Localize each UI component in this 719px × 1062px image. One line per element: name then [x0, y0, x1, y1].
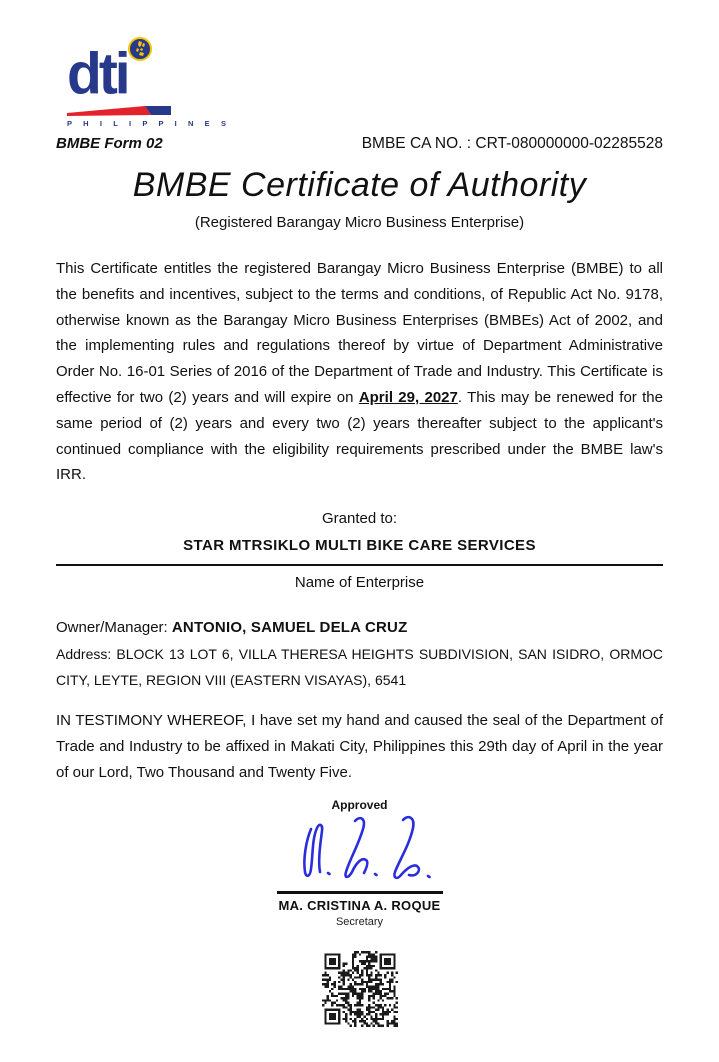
certificate-title: BMBE Certificate of Authority	[132, 166, 587, 204]
signature-area	[56, 813, 663, 889]
logo-swoosh	[67, 106, 171, 116]
enterprise-caption: Name of Enterprise	[294, 574, 425, 592]
enterprise-underline	[56, 564, 663, 566]
signature-scribble	[291, 813, 441, 889]
signatory-name: MA. CRISTINA A. ROQUE	[278, 898, 441, 914]
form-header-row	[56, 135, 663, 153]
owner-manager-label: Owner/Manager:	[56, 619, 172, 637]
approval-block	[56, 798, 663, 928]
philippines-globe-icon	[128, 37, 152, 61]
enterprise-name: STAR MTRSIKLO MULTI BIKE CARE SERVICES	[183, 537, 536, 555]
address-value: BLOCK 13 LOT 6, VILLA THERESA HEIGHTS SUBDIVISION, SAN ISIDRO, ORMOC CITY, LEYTE, REGION VIII (EASTERN VISAYAS), 6541	[56, 646, 664, 688]
dti-logo-wordmark: dti	[67, 41, 128, 107]
dti-logo	[67, 41, 231, 128]
address-label: Address:	[56, 646, 117, 663]
certificate-body-paragraph	[56, 256, 663, 488]
approved-label: Approved	[331, 798, 388, 813]
expiry-date: April 29, 2027	[358, 388, 458, 406]
ca-number: BMBE CA NO. : CRT-080000000-02285528	[361, 135, 663, 152]
form-number: BMBE Form 02	[56, 135, 163, 152]
owner-manager-name: ANTONIO, SAMUEL DELA CRUZ	[171, 619, 408, 637]
granted-to-label: Granted to:	[321, 510, 398, 528]
body-text-before-date: This Certificate entitles the registered Barangay Micro Business Enterprise (BMBE) to all the benefits and incentives, subject to the terms and conditions, of Republic Act No. 9178, otherwise known as the Barangay Micro Business Enterprises (BMBEs) Act of 2002, and the implementing rules and regulations thereof by virtue of Department Administrative Order No. 16-01 Series of 2016 of the Department of Trade and Industry. This Certificate is effective for two (2) years and will expire on	[56, 260, 663, 406]
qr-section	[56, 951, 663, 1032]
certificate-page	[0, 41, 719, 1062]
owner-manager-line	[56, 619, 663, 636]
certificate-subtitle: (Registered Barangay Micro Business Enterprise)	[194, 214, 525, 231]
signatory-title: Secretary	[335, 916, 384, 929]
signature-line	[277, 891, 443, 894]
logo-country-label: P H I L I P P I N E S	[67, 119, 231, 128]
testimony-paragraph: IN TESTIMONY WHEREOF, I have set my hand and caused the seal of the Department of Trade and Industry to be affixed in Makati City, Philippines this 29th day of April in the year of our Lord, Two Thousand and Twenty Five.	[56, 712, 663, 782]
address-line	[56, 642, 663, 693]
body-text-after-date: . This may be renewed for the same period of (2) years and every two (2) years thereafter subject to the applicant's continued compliance with the eligibility requirements prescribed under the BMBE law's IRR.	[56, 388, 663, 484]
